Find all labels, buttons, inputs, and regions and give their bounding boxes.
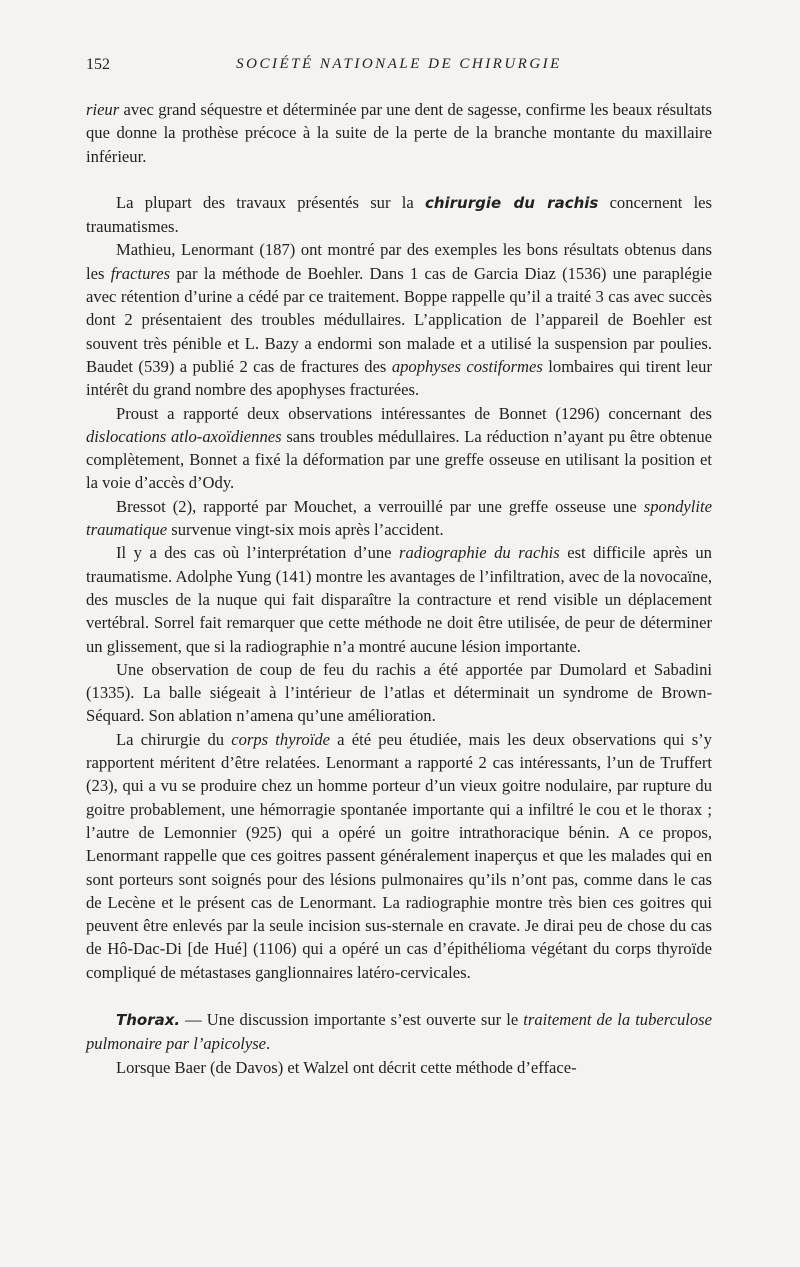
running-title: SOCIÉTÉ NATIONALE DE CHIRURGIE	[236, 56, 562, 72]
page-header	[86, 56, 712, 80]
paragraph-5: Bressot (2), rapporté par Mouchet, a verrouillé par une greffe osseuse une spondylite traumatique survenue vingt-six mois après l’accident.	[86, 496, 712, 540]
topic-heading: chirurgie du rachis	[424, 193, 599, 212]
paragraph-6: Il y a des cas où l’interprétation d’une radiographie du rachis est difficile après un traumatisme. Adolphe Yung (141) montre les avantages de l’infiltration, avec de la novocaïne, des muscles de la nuque qui fait disparaître la contracture et rend visible un déplacement vertébral. Sorrel fait remarquer que cette méthode ne doit être utilisée, de peur de déterminer un glissement, que si la radiographie n’a montré aucune lésion importante.	[86, 543, 712, 656]
body-text	[86, 98, 712, 1079]
paragraph-10: Lorsque Baer (de Davos) et Walzel ont décrit cette méthode d’efface-	[116, 1057, 577, 1077]
paragraph-7: Une observation de coup de feu du rachis a été apportée par Dumolard et Sabadini (1335). La balle siégeait à l’intérieur de l’atlas et déterminait un syndrome de Brown-Séquard. Son ablation n’amena qu’une amélioration.	[86, 659, 712, 726]
paragraph-1: rieur avec grand séquestre et déterminée par une dent de sagesse, confirme les beaux résultats que donne la prothèse précoce à la suite de la perte de la branche montante du maxillaire inférieur.	[86, 100, 712, 166]
paragraph-8: La chirurgie du corps thyroïde a été peu étudiée, mais les deux observations qui s’y rapportent méritent d’être relatées. Lenormant a rapporté 2 cas intéressants, l’un de Truffert (23), qui a vu se produire chez un homme porteur d’un vieux goitre nodulaire, par rupture du goitre probablement, une hémorragie spontanée importante qui a infiltré le cou et le thorax ; l’autre de Lemonnier (925) qui a opéré un goitre intrathoracique bénin. A ce propos, Lenormant rappelle que ces goitres passent généralement inaperçus et que les malades qui en sont porteurs sont soignés pour des lésions pulmonaires qu’ils n’ont pas, comme dans le cas de Lecène et le présent cas de Lenormant. La radiographie montre très bien ces goitres qui peuvent être enlevés par la seule incision sus-sternale en cravate. Je dirai peu de chose du cas de Hô-Dac-Di [de Hué] (1106) qui a opéré un cas d’épithélioma végétant du corps thyroïde compliqué de métastases ganglionnaires latéro-cervicales.	[86, 729, 712, 982]
section-heading-thorax: Thorax.	[116, 1010, 181, 1029]
paragraph-4: Proust a rapporté deux observations intéressantes de Bonnet (1296) concernant des dislocations atlo-axoïdiennes sans troubles médullaires. La réduction n’ayant pu être obtenue complètement, Bonnet a fixé la déformation par une greffe osseuse en utilisant la position et la voie d’accès d’Ody.	[86, 403, 713, 493]
paragraph-3: Mathieu, Lenormant (187) ont montré par des exemples les bons résultats obtenus dans les fractures par la méthode de Boehler. Dans 1 cas de Garcia Diaz (1536) une paraplégie avec rétention d’urine a cédé par ce traitement. Boppe rappelle qu’il a traité 3 cas avec succès dont 2 présentaient des troubles médullaires. L’application de l’appareil de Boehler est souvent très pénible et L. Bazy a endormi son malade et a utilisé la suspension par poulies. Baudet (539) a publié 2 cas de fractures des apophyses costiformes lombaires qui tirent leur intérêt du grand nombre des apophyses fracturées.	[86, 240, 712, 400]
page-number: 152	[86, 56, 110, 73]
paragraph-9: Thorax. — Une discussion importante s’est ouverte sur le traitement de la tuberculose pulmonaire par l’apicolyse.	[86, 1009, 712, 1054]
paragraph-2: La plupart des travaux présentés sur la chirurgie du rachis concernent les traumatismes.	[86, 192, 713, 237]
